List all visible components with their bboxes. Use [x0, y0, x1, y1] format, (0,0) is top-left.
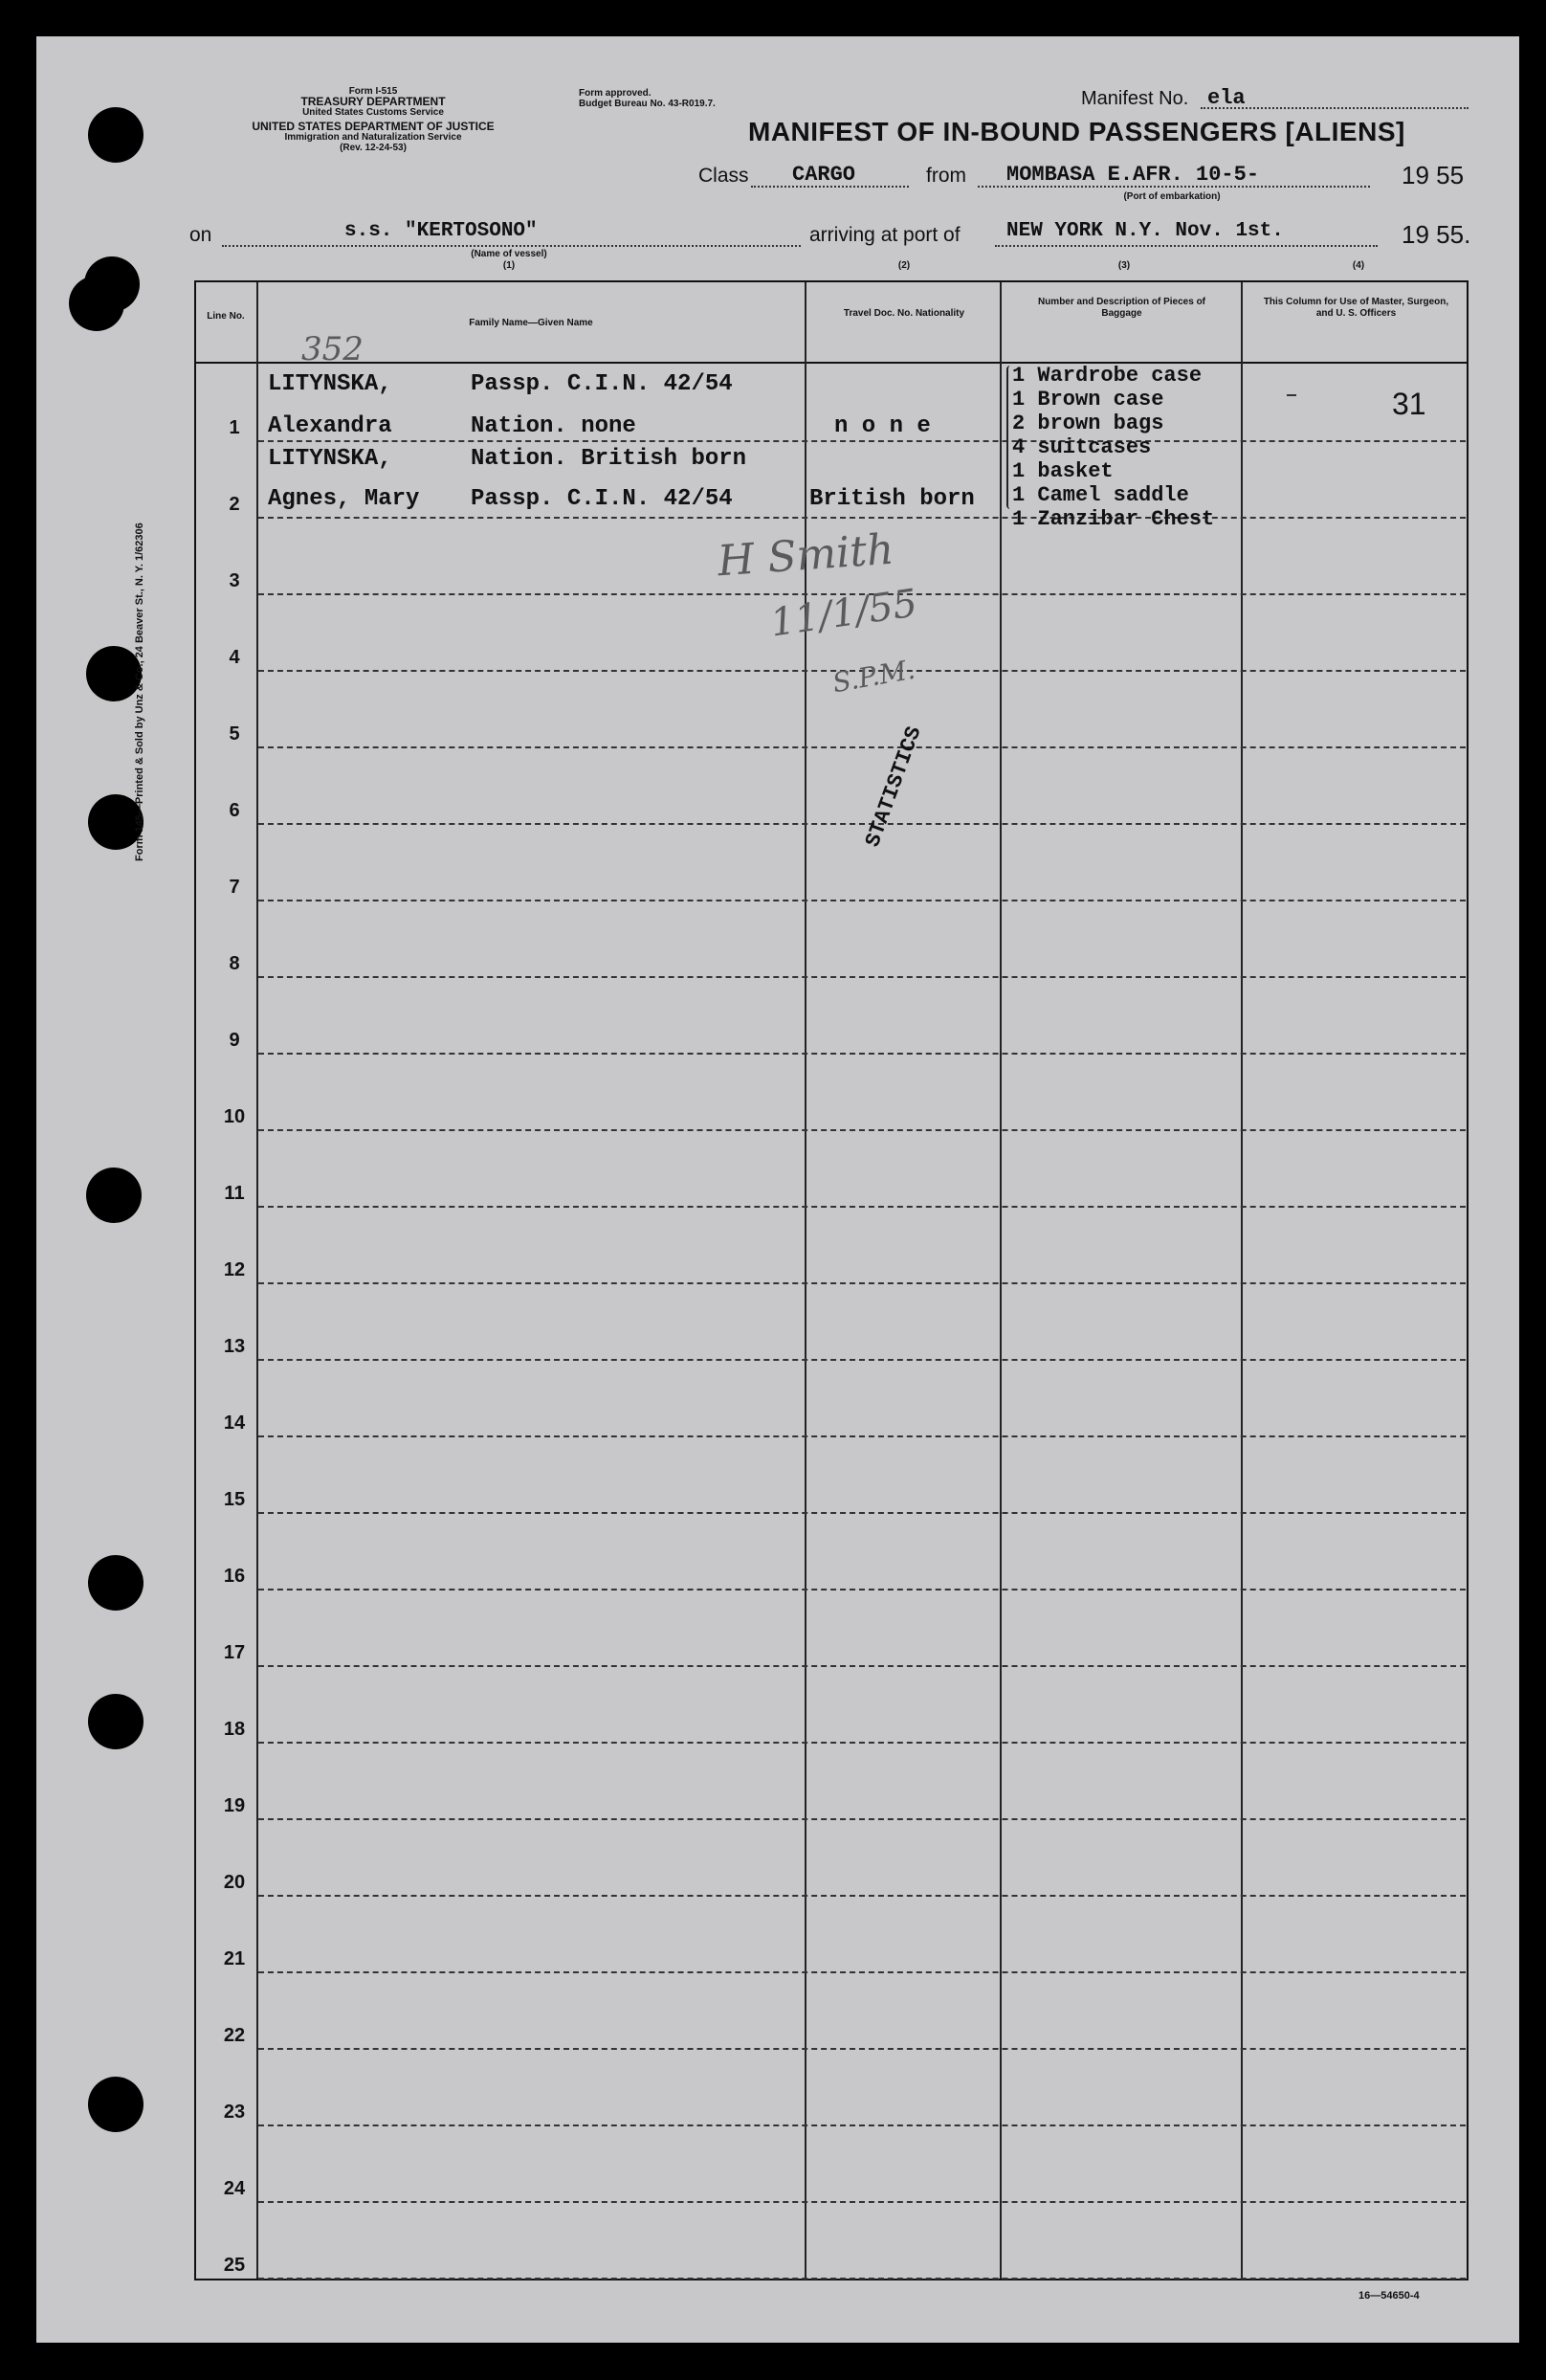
year-2: 19 55. — [1402, 220, 1471, 249]
punch-hole — [88, 107, 144, 163]
col3-marker: (3) — [1117, 260, 1131, 271]
baggage-item: 1 Brown case — [1012, 388, 1164, 411]
row-line — [258, 746, 1466, 748]
row-line — [258, 440, 1466, 442]
line-number: 1 — [229, 417, 240, 438]
col2-marker: (2) — [897, 260, 911, 271]
line-number: 4 — [229, 647, 240, 668]
manifest-table — [194, 280, 1469, 2280]
punch-hole — [88, 2077, 144, 2132]
row-line — [258, 1282, 1466, 1284]
line-number: 19 — [223, 1795, 246, 1816]
baggage-item: 1 Wardrobe case — [1012, 364, 1203, 388]
officer-mark: 31 — [1392, 387, 1426, 421]
hand-date: 11/1/55 — [767, 581, 920, 646]
row-line — [258, 1742, 1466, 1744]
row-line — [258, 1435, 1466, 1437]
line-number: 20 — [223, 1872, 246, 1893]
class-label: Class — [698, 165, 749, 187]
justice-dept: UNITED STATES DEPARTMENT OF JUSTICE — [252, 120, 495, 133]
line-number: 15 — [223, 1489, 246, 1510]
treasury-dept: TREASURY DEPARTMENT — [300, 95, 446, 108]
line-number: 17 — [223, 1642, 246, 1663]
line-number: 11 — [224, 1183, 245, 1204]
entry-2-passport: Passp. C.I.N. 42/54 — [471, 486, 733, 512]
entry-1-family-name: LITYNSKA, — [268, 371, 392, 397]
row-line — [258, 1665, 1466, 1667]
row-line — [258, 1589, 1466, 1590]
from-label: from — [926, 165, 966, 187]
line-number: 14 — [223, 1412, 246, 1434]
manifest-no-label: Manifest No. — [1081, 88, 1189, 109]
line-number: 23 — [223, 2102, 246, 2123]
row-line — [258, 900, 1466, 901]
form-number: Form I-515 — [348, 86, 398, 97]
line-number: 13 — [223, 1336, 246, 1357]
row-line — [258, 1129, 1466, 1131]
arriving-value: NEW YORK N.Y. Nov. 1st. — [1006, 220, 1284, 242]
entry-1-nation: Nation. none — [471, 413, 636, 439]
col4-marker: (4) — [1352, 260, 1365, 271]
manifest-no-line — [1201, 107, 1469, 109]
line-number: 7 — [229, 877, 240, 898]
row-line — [258, 2201, 1466, 2203]
ins-service: Immigration and Naturalization Service — [284, 132, 462, 143]
form-approved: Form approved. Budget Bureau No. 43-R019.7. — [579, 88, 716, 109]
revision-date: (Rev. 12-24-53) — [340, 143, 407, 153]
entry-1-passport: Passp. C.I.N. 42/54 — [471, 371, 733, 397]
vessel-caption: (Name of vessel) — [471, 249, 547, 259]
row-line — [258, 517, 1466, 519]
line-number: 5 — [229, 723, 240, 745]
manifest-title: MANIFEST OF IN-BOUND PASSENGERS [ALIENS] — [748, 117, 1405, 146]
line-number: 16 — [223, 1566, 246, 1587]
port-embarkation-caption: (Port of embarkation) — [1123, 191, 1221, 202]
header-name: Family Name—Given Name — [469, 318, 593, 328]
line-number: 3 — [229, 570, 240, 591]
line-number: 24 — [223, 2178, 246, 2199]
baggage-list — [1012, 364, 1214, 531]
on-label: on — [189, 224, 212, 246]
entry-2-family-name: LITYNSKA, — [268, 446, 392, 472]
customs-service: United States Customs Service — [302, 107, 444, 118]
row-line — [258, 1895, 1466, 1897]
punch-hole — [88, 1694, 144, 1749]
officer-dash — [1287, 394, 1296, 396]
line-number: 25 — [223, 2255, 246, 2276]
hand-initials: S.P.M. — [829, 653, 917, 700]
row-line — [258, 1512, 1466, 1514]
from-value: MOMBASA E.AFR. 10-5- — [1006, 163, 1260, 187]
punch-hole — [86, 1168, 142, 1223]
header-baggage: Number and Description of Pieces of Baggage — [1037, 297, 1206, 319]
class-value: CARGO — [792, 163, 856, 187]
line-number: 6 — [229, 800, 240, 821]
vessel-value: s.s. "KERTOSONO" — [344, 220, 538, 242]
baggage-bracket — [1006, 366, 1014, 509]
row-line — [258, 1053, 1466, 1055]
baggage-item: 4 suitcases — [1012, 435, 1152, 459]
line-number: 21 — [223, 1948, 246, 1969]
line-number: 22 — [223, 2025, 246, 2046]
statistics-stamp: STATISTICS — [861, 723, 927, 851]
footer-code: 16—54650-4 — [1358, 2290, 1420, 2302]
baggage-item: 2 brown bags — [1012, 411, 1164, 435]
entry-1-given-name: Alexandra — [268, 413, 392, 439]
manifest-no-value: ela — [1207, 86, 1246, 110]
row-line — [258, 823, 1466, 825]
row-line — [258, 1971, 1466, 1973]
line-number: 9 — [229, 1030, 240, 1051]
header-travel-doc: Travel Doc. No. Nationality — [843, 308, 965, 319]
col1-marker: (1) — [502, 260, 516, 271]
agency-block — [172, 86, 574, 153]
row-line — [258, 2124, 1466, 2126]
row-line — [258, 976, 1466, 978]
hand-signature: H Smith — [716, 524, 895, 587]
row-line — [258, 2048, 1466, 2050]
row-line — [258, 2278, 1466, 2280]
header-line-no: Line No. — [207, 311, 245, 322]
hand-number: 352 — [301, 330, 364, 368]
header-officers: This Column for Use of Master, Surgeon, and U. S. Officers — [1263, 297, 1449, 319]
punch-hole — [88, 1555, 144, 1611]
line-number: 8 — [229, 953, 240, 974]
punch-hole — [69, 276, 124, 331]
row-line — [258, 1359, 1466, 1361]
year-1: 19 55 — [1402, 161, 1465, 189]
baggage-item: 1 basket — [1012, 459, 1114, 483]
entry-2-nationality: British born — [809, 486, 975, 512]
entry-1-nationality: n o n e — [834, 413, 931, 439]
baggage-item: 1 Camel saddle — [1012, 483, 1189, 507]
line-number: 12 — [223, 1259, 246, 1280]
line-number: 2 — [229, 494, 240, 515]
row-line — [258, 1818, 1466, 1820]
line-number: 10 — [223, 1106, 246, 1127]
baggage-item: 1 Zanzibar Chest — [1012, 507, 1215, 531]
table-header-rule — [194, 362, 1469, 364]
arriving-label: arriving at port of — [809, 224, 961, 246]
line-number: 18 — [223, 1719, 246, 1740]
entry-2-given-name: Agnes, Mary — [268, 486, 420, 512]
side-print: Form 145—Printed & Sold by Unz & Co., 24 Beaver St., N. Y. 1/62306 — [134, 523, 145, 861]
row-line — [258, 1206, 1466, 1208]
entry-2-nation: Nation. British born — [471, 446, 747, 472]
